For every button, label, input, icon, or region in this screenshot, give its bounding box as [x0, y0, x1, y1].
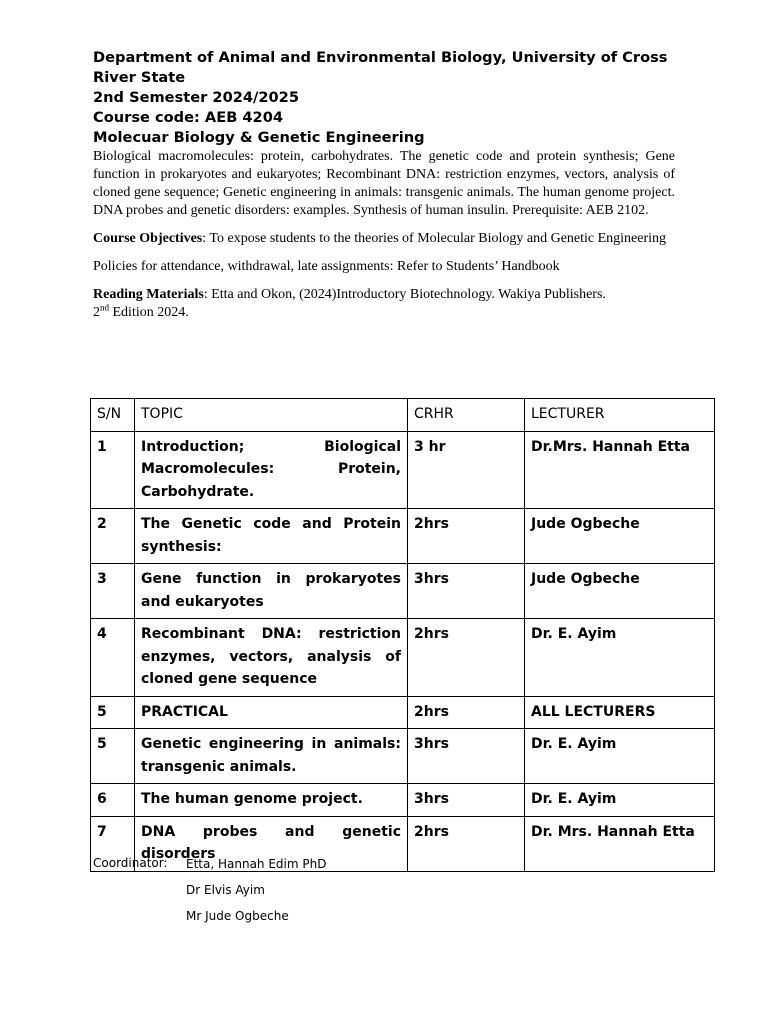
row-topic: Recombinant DNA: restriction enzymes, vectors, analysis of cloned gene sequence [135, 619, 408, 697]
reading-materials-text: : Etta and Okon, (2024)Introductory Biotechnology. Wakiya Publishers. [203, 287, 606, 302]
row-sn: 5 [91, 729, 135, 784]
reading-materials-label: Reading Materials [93, 287, 204, 302]
row-topic: Introduction; Biological Macromolecules: Protein, Carbohydrate. [135, 431, 408, 509]
row-topic: Genetic engineering in animals: transgenic animals. [135, 729, 408, 784]
header-topic: TOPIC [135, 399, 408, 432]
course-schedule-table [90, 398, 715, 872]
row-lecturer: Dr. Mrs. Hannah Etta [525, 816, 715, 871]
row-lecturer: ALL LECTURERS [525, 696, 715, 729]
table-row [91, 784, 715, 817]
row-crhr: 2hrs [408, 619, 525, 697]
coordinator-name: Etta, Hannah Edim PhD [186, 857, 327, 871]
department-heading: Department of Animal and Environmental Biology, University of Cross River State [93, 49, 668, 86]
row-lecturer: Dr. E. Ayim [525, 784, 715, 817]
row-lecturer: Jude Ogbeche [525, 564, 715, 619]
row-topic: The Genetic code and Protein synthesis: [135, 509, 408, 564]
policies-text: Policies for attendance, withdrawal, late assignments: Refer to Students’ Handbook [93, 259, 560, 274]
row-sn: 6 [91, 784, 135, 817]
semester-heading: 2nd Semester 2024/2025 [93, 89, 299, 106]
course-objectives-text: : To expose students to the theories of Molecular Biology and Genetic Engineering [202, 231, 667, 246]
row-crhr: 2hrs [408, 696, 525, 729]
course-objectives [93, 230, 675, 248]
row-topic: Gene function in prokaryotes and eukaryotes [135, 564, 408, 619]
row-sn: 7 [91, 816, 135, 871]
row-sn: 2 [91, 509, 135, 564]
row-sn: 5 [91, 696, 135, 729]
table-row [91, 431, 715, 509]
coordinator-name: Dr Elvis Ayim [186, 883, 265, 897]
header-lecturer: LECTURER [525, 399, 715, 432]
row-sn: 1 [91, 431, 135, 509]
row-crhr: 2hrs [408, 509, 525, 564]
row-sn: 3 [91, 564, 135, 619]
row-crhr: 3hrs [408, 564, 525, 619]
edition-suffix: nd [100, 302, 109, 313]
row-crhr: 3hrs [408, 784, 525, 817]
course-title-heading: Molecuar Biology & Genetic Engineering [93, 129, 425, 146]
header-crhr: CRHR [408, 399, 525, 432]
coordinator-label: Coordinator: [93, 856, 168, 870]
row-topic: The human genome project. [135, 784, 408, 817]
header-sn: S/N [91, 399, 135, 432]
row-sn: 4 [91, 619, 135, 697]
table-row [91, 564, 715, 619]
row-topic: PRACTICAL [135, 696, 408, 729]
table-header-row [91, 399, 715, 432]
coordinator-name: Mr Jude Ogbeche [186, 909, 289, 923]
course-code-heading: Course code: AEB 4204 [93, 109, 284, 126]
row-topic: DNA probes and genetic disorders [135, 816, 408, 871]
table-row [91, 509, 715, 564]
document-body [93, 48, 675, 322]
course-description: Biological macromolecules: protein, carbohydrates. The genetic code and protein synthesis; Gene function in prokaryotes and eukaryotes; Recombinant DNA: restriction enzymes, vectors, analysis of cloned gene sequence; Genetic engineering in animals: transgenic animals. The human genome project. DNA probes and genetic disorders: examples. Synthesis of human insulin. Prerequisite: AEB 2102. [93, 149, 675, 218]
row-lecturer: Dr.Mrs. Hannah Etta [525, 431, 715, 509]
row-lecturer: Dr. E. Ayim [525, 619, 715, 697]
row-lecturer: Dr. E. Ayim [525, 729, 715, 784]
coordinator-names [186, 856, 406, 934]
table-row [91, 729, 715, 784]
row-crhr: 2hrs [408, 816, 525, 871]
reading-materials [93, 286, 675, 322]
table-row [91, 619, 715, 697]
edition-rest: Edition 2024. [109, 305, 189, 320]
table-row [91, 696, 715, 729]
row-crhr: 3 hr [408, 431, 525, 509]
row-crhr: 3hrs [408, 729, 525, 784]
edition-number: 2 [93, 305, 100, 320]
row-lecturer: Jude Ogbeche [525, 509, 715, 564]
course-objectives-label: Course Objectives [93, 231, 203, 246]
